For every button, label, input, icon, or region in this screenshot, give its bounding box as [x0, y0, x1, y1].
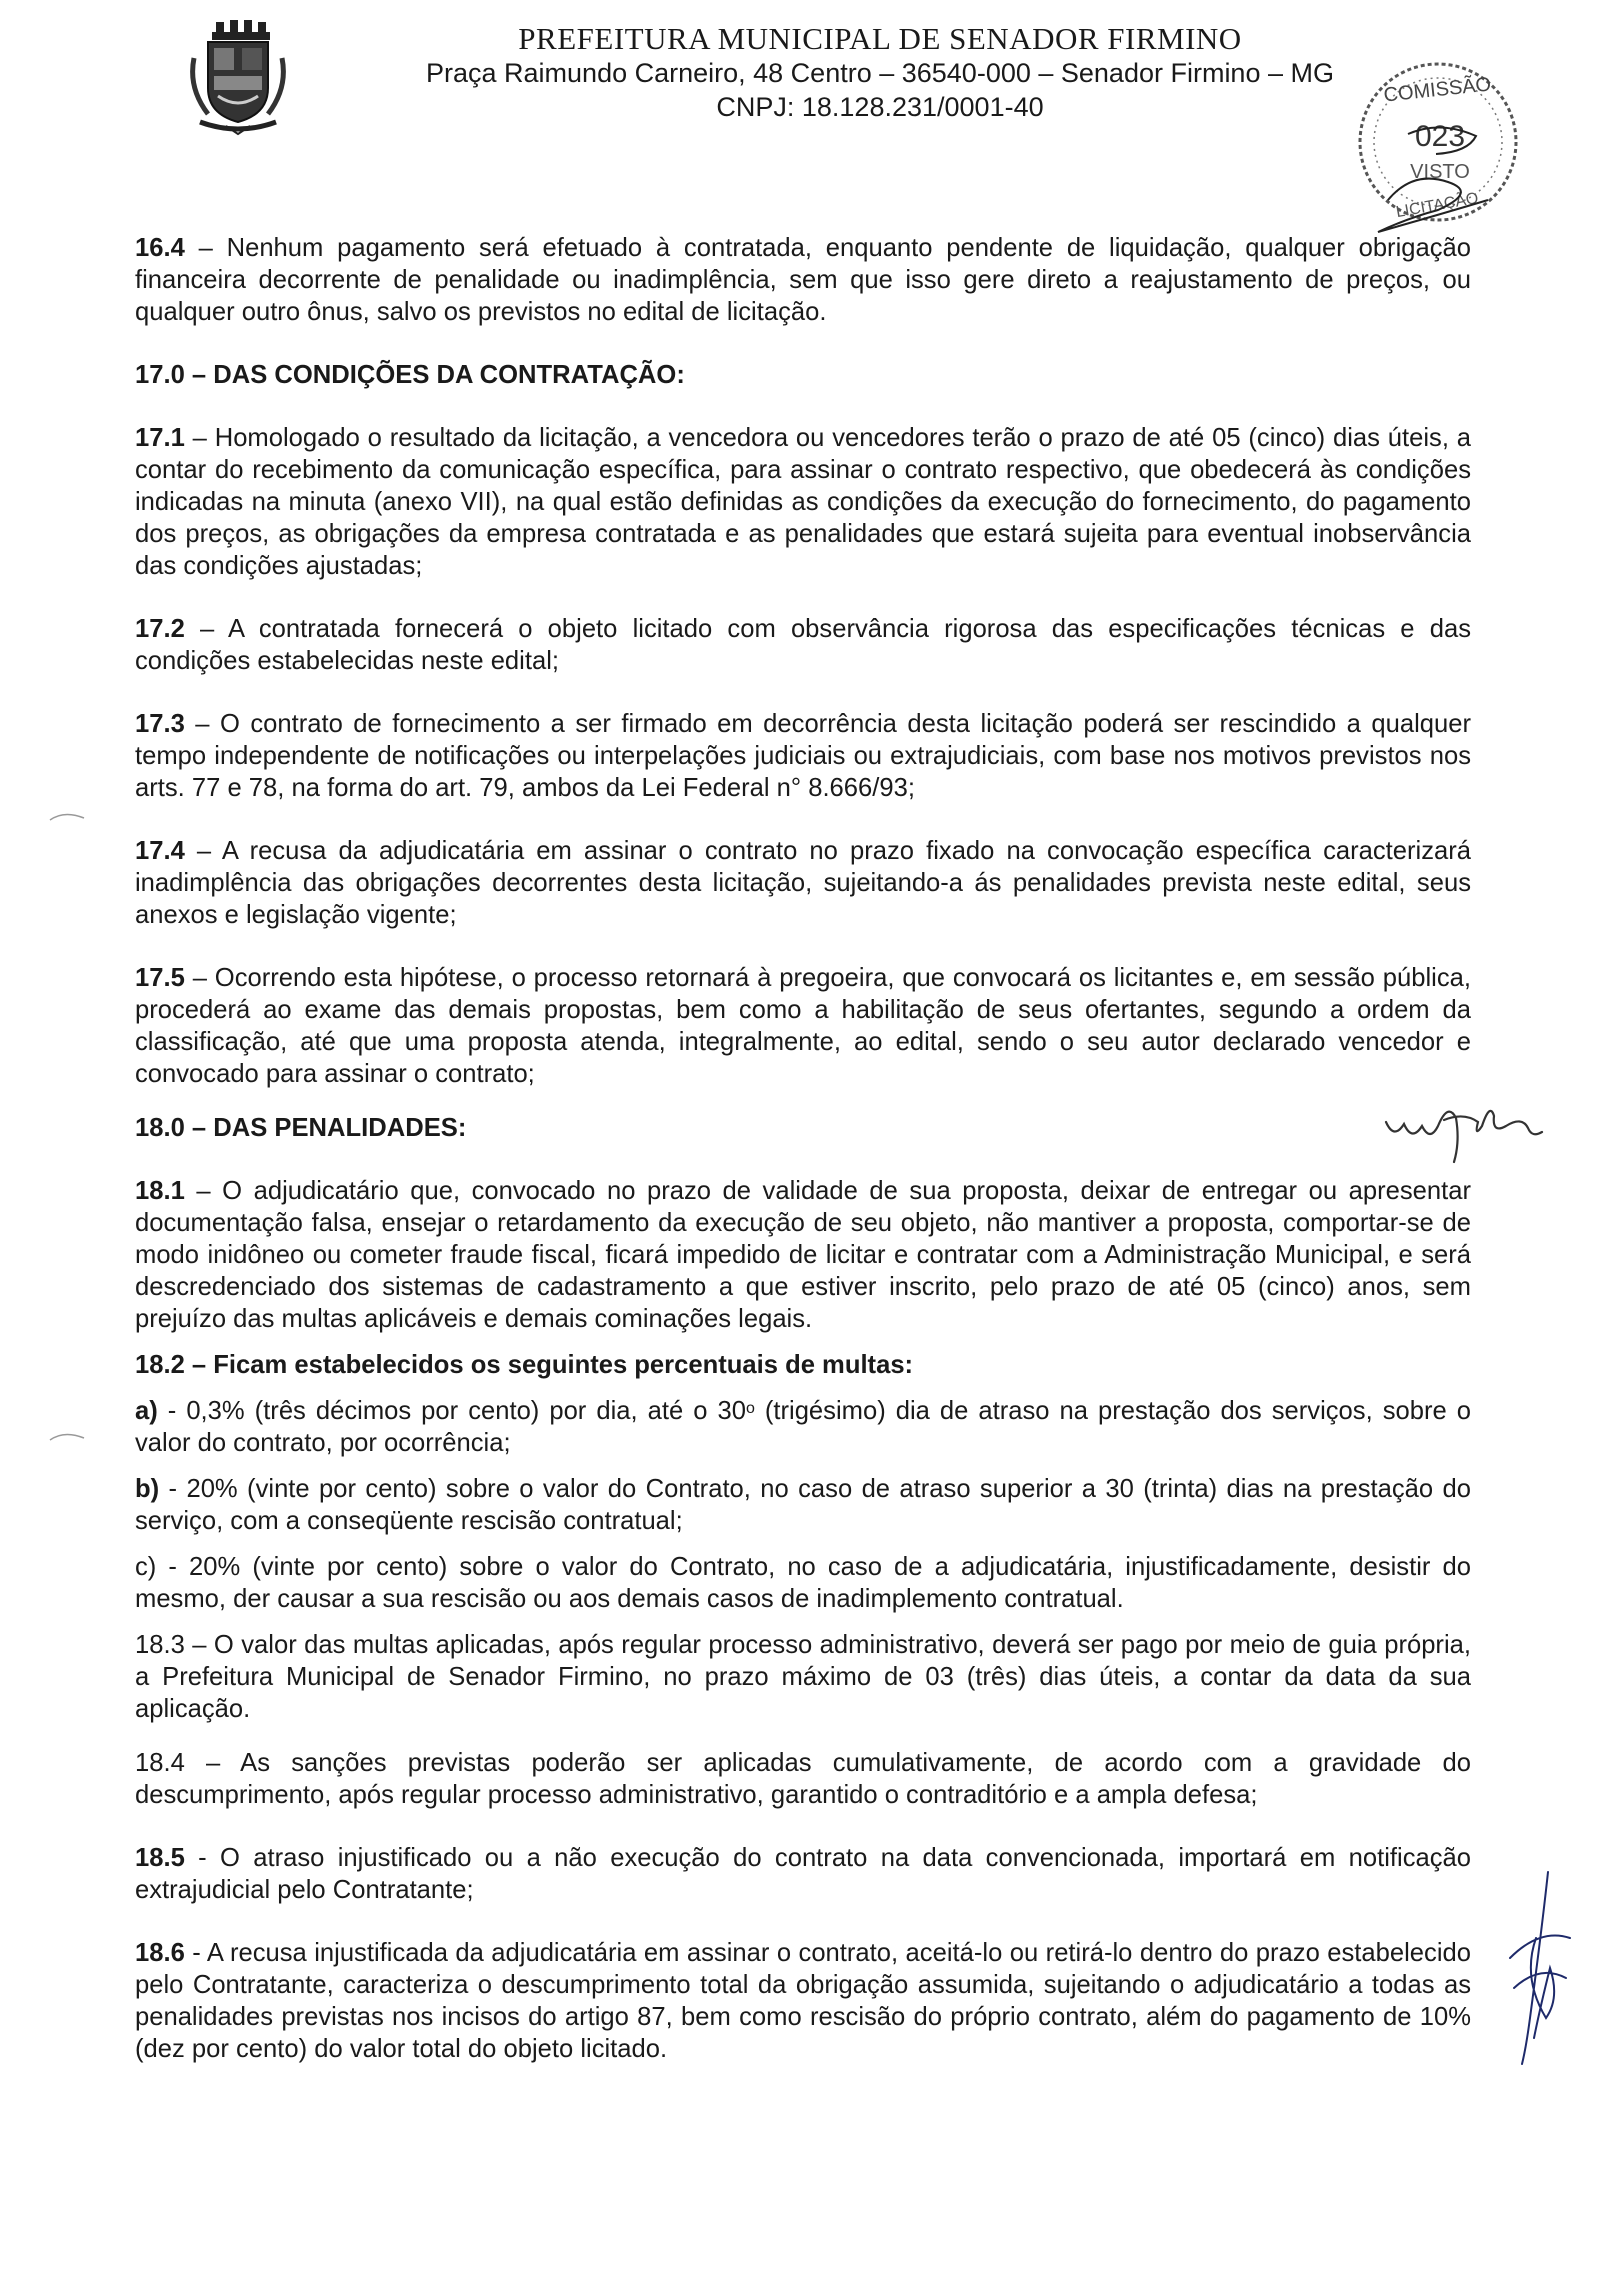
svg-text:LICITAÇÃO: LICITAÇÃO	[1394, 189, 1480, 222]
clause-17-1: 17.1 – Homologado o resultado da licitação, a vencedora ou vencedores terão o prazo de até 05 (cinco) dias úteis, a contar do recebimento da comunicação específica, para assinar o contrato respectivo, que obedecerá às condições indicadas na minuta (anexo VII), na qual estão definidas as condições da execução do fornecimento, do pagamento dos preços, as obrigações da empresa contratada e as penalidades que estará sujeita para eventual inobservância das condições ajustadas;	[135, 424, 1471, 580]
document-body	[135, 232, 1471, 2065]
item-c: c) - 20% (vinte por cento) sobre o valor do Contrato, no caso de a adjudicatária, injustificadamente, desistir do mesmo, der causar a sua rescisão ou aos demais casos de inadimplemento contratual.	[135, 1553, 1471, 1613]
section-18-heading: 18.0 – DAS PENALIDADES:	[135, 1114, 467, 1142]
letterhead-address: Praça Raimundo Carneiro, 48 Centro – 36540-000 – Senador Firmino – MG	[426, 58, 1334, 88]
handwritten-initials-signature	[1382, 1082, 1552, 1164]
commission-stamp	[1318, 50, 1543, 240]
clause-17-3: 17.3 – O contrato de fornecimento a ser firmado em decorrência desta licitação poderá ser rescindido a qualquer tempo independente de notificações ou interpelações judiciais ou extrajudiciais, com base nos motivos previstos nos arts. 77 e 78, na forma do art. 79, ambos da Lei Federal n° 8.666/93;	[135, 710, 1471, 802]
clause-18-3: 18.3 – O valor das multas aplicadas, após regular processo administrativo, deverá ser pago por meio de guia própria, a Prefeitura Municipal de Senador Firmino, no prazo máximo de 03 (três) dias úteis, a contar da data da sua aplicação.	[135, 1631, 1471, 1723]
clause-18-6: 18.6 - A recusa injustificada da adjudicatária em assinar o contrato, aceitá-lo ou retirá-lo dentro do prazo estabelecido pelo Contratante, caracteriza o descumprimento total da obrigação assumida, sujeitando o adjudicatário a todas as penalidades previstas nos incisos do artigo 87, bem como rescisão do próprio contrato, além do pagamento de 10% (dez por cento) do valor total do objeto licitado.	[135, 1939, 1471, 2063]
clause-17-4: 17.4 – A recusa da adjudicatária em assinar o contrato no prazo fixado na convocação específica caracterizará inadimplência das obrigações decorrentes desta licitação, sujeitando-a ás penalidades prevista neste edital, seus anexos e legislação vigente;	[135, 837, 1471, 929]
svg-text:023: 023	[1414, 120, 1466, 153]
margin-mark	[48, 1428, 88, 1444]
handwritten-rubric-signature	[1500, 1868, 1580, 2068]
clause-17-2: 17.2 – A contratada fornecerá o objeto licitado com observância rigorosa das especificações técnicas e das condições estabelecidas neste edital;	[135, 615, 1471, 675]
clause-18-4: 18.4 – As sanções previstas poderão ser aplicadas cumulativamente, de acordo com a gravidade do descumprimento, após regular processo administrativo, garantido o contraditório e a ampla defesa;	[135, 1749, 1471, 1809]
section-17-heading: 17.0 – DAS CONDIÇÕES DA CONTRATAÇÃO:	[135, 361, 685, 389]
municipal-crest-logo	[186, 18, 290, 136]
letterhead-org: PREFEITURA MUNICIPAL DE SENADOR FIRMINO	[518, 21, 1242, 56]
clause-18-2-heading: 18.2 – Ficam estabelecidos os seguintes percentuais de multas:	[135, 1351, 914, 1379]
clause-17-5: 17.5 – Ocorrendo esta hipótese, o processo retornará à pregoeira, que convocará os licitantes e, em sessão pública, procederá ao exame das demais propostas, bem como a habilitação de seus ofertantes, segundo a ordem da classificação, até que uma proposta atenda, integralmente, ao edital, sendo o seu autor declarado vencedor e convocado para assinar o contrato;	[135, 964, 1471, 1088]
clause-16-4: 16.4 – Nenhum pagamento será efetuado à contratada, enquanto pendente de liquidação, qualquer obrigação financeira decorrente de penalidade ou inadimplência, sem que isso gere direto a reajustamento de preços, ou qualquer outro ônus, salvo os previstos no edital de licitação.	[135, 234, 1471, 326]
svg-text:VISTO: VISTO	[1410, 161, 1470, 183]
clause-18-1: 18.1 – O adjudicatário que, convocado no prazo de validade de sua proposta, deixar de entregar ou apresentar documentação falsa, ensejar o retardamento da execução de seu objeto, não mantiver a proposta, comportar-se de modo inidôneo ou cometer fraude fiscal, ficará impedido de licitar e contratar com a Administração Municipal, e será descredenciado dos sistemas de cadastramento a que estiver inscrito, pelo prazo de até 05 (cinco) anos, sem prejuízo das multas aplicáveis e demais cominações legais.	[135, 1177, 1471, 1333]
clause-18-5: 18.5 - O atraso injustificado ou a não execução do contrato na data convencionada, importará em notificação extrajudicial pelo Contratante;	[135, 1844, 1471, 1904]
margin-mark	[48, 808, 88, 824]
letterhead-cnpj: CNPJ: 18.128.231/0001-40	[716, 92, 1044, 122]
svg-text:COMISSÃO: COMISSÃO	[1382, 73, 1493, 107]
letterhead	[400, 22, 1360, 124]
item-b: b) - 20% (vinte por cento) sobre o valor do Contrato, no caso de atraso superior a 30 (trinta) dias na prestação do serviço, com a conseqüente rescisão contratual;	[135, 1475, 1471, 1535]
item-a: a) - 0,3% (três décimos por cento) por dia, até o 30$^o$ (trigésimo) dia de atraso na prestação dos serviços, sobre o valor do contrato, por ocorrência;	[135, 1397, 1471, 1457]
